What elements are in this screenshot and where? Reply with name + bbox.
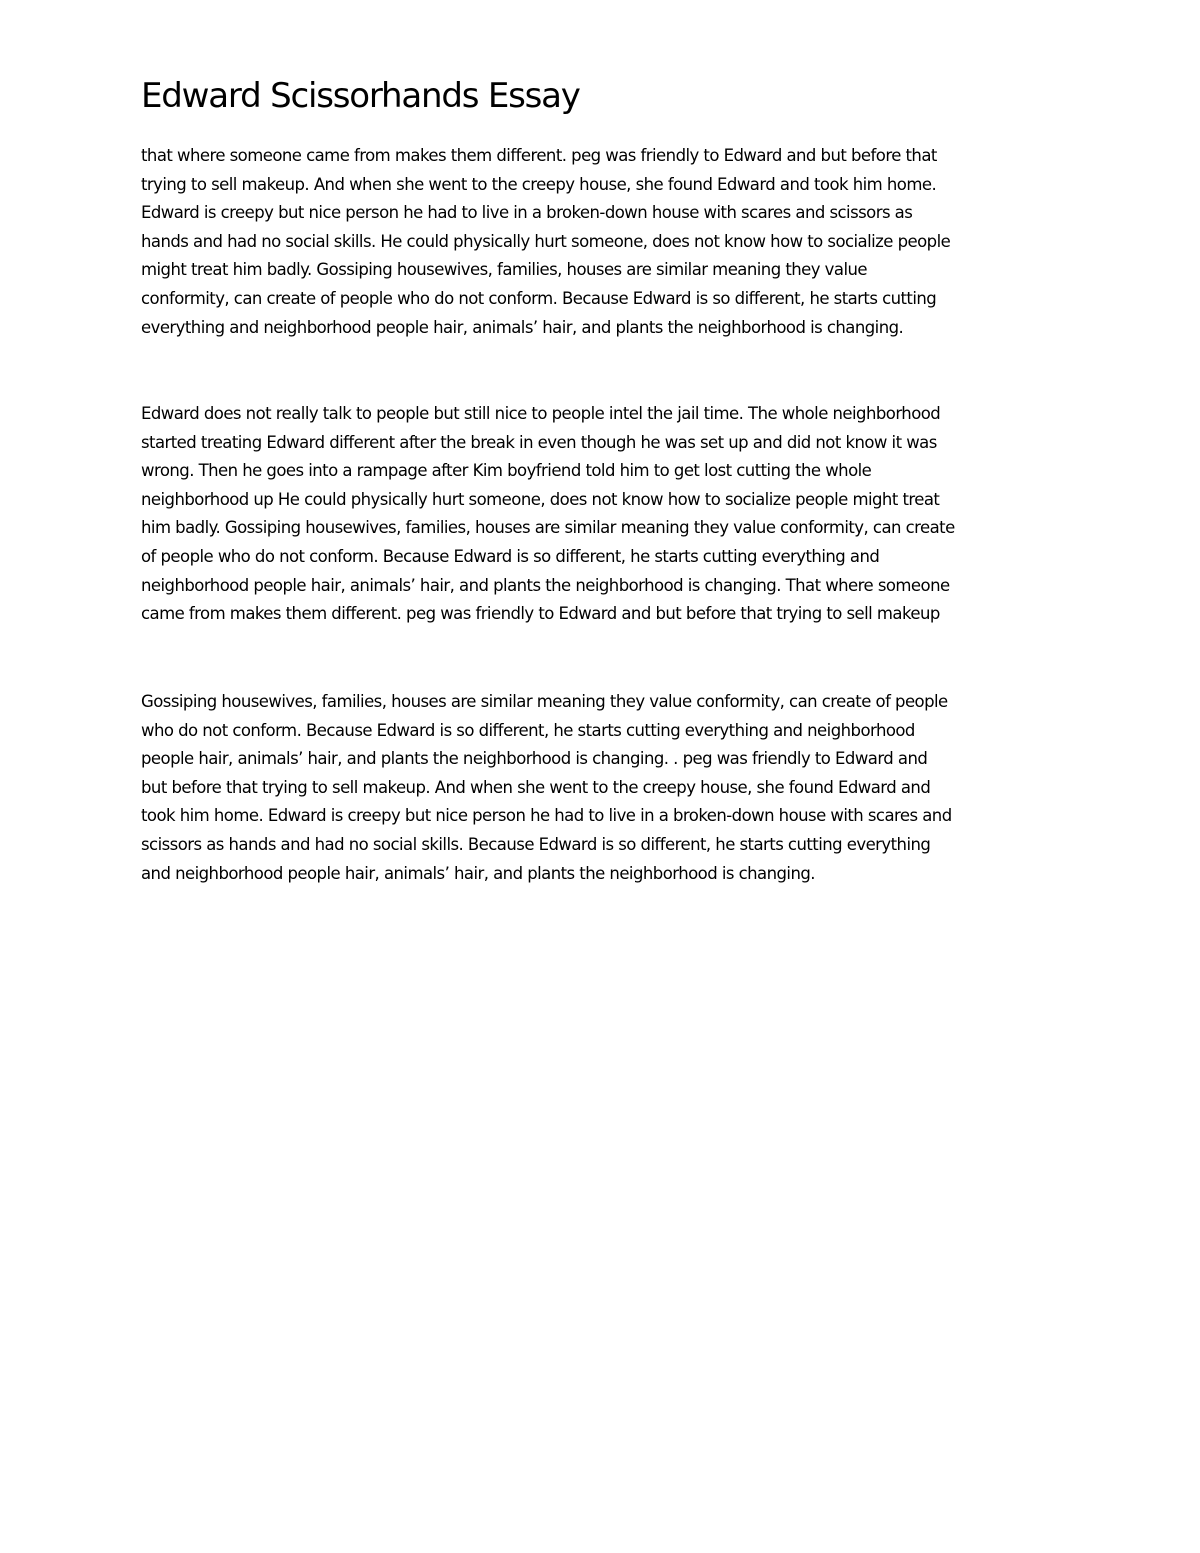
paragraph-line: came from makes them different. peg was friendly to Edward and but before that trying to sell makeup [141, 604, 940, 624]
paragraph-line: who do not conform. Because Edward is so different, he starts cutting everything and neighborhood [141, 720, 915, 740]
paragraph-line: that where someone came from makes them different. peg was friendly to Edward and but before that [141, 146, 937, 165]
paragraph-line: Edward is creepy but nice person he had to live in a broken-down house with scares and scissors as [141, 203, 913, 223]
paragraph-line: everything and neighborhood people hair, animals’ hair, and plants the neighborhood is changing. [141, 317, 904, 337]
paragraph-line: trying to sell makeup. And when she went to the creepy house, she found Edward and took him home. [141, 174, 937, 194]
paragraph-line: neighborhood up He could physically hurt someone, does not know how to socialize people might treat [141, 489, 940, 509]
paragraph-2 [141, 400, 955, 629]
paragraph-line: of people who do not conform. Because Edward is so different, he starts cutting everything and [141, 546, 880, 566]
paragraph-line: Edward does not really talk to people but still nice to people intel the jail time. The whole neighborhood [141, 404, 941, 423]
paragraph-line: wrong. Then he goes into a rampage after Kim boyfriend told him to get lost cutting the whole [141, 461, 872, 481]
paragraph-line: might treat him badly. Gossiping housewives, families, houses are similar meaning they value [141, 260, 867, 280]
paragraph-line: scissors as hands and had no social skills. Because Edward is so different, he starts cutting everything [141, 834, 931, 854]
paragraph-line: hands and had no social skills. He could physically hurt someone, does not know how to socialize people [141, 231, 951, 251]
paragraph-line: and neighborhood people hair, animals’ hair, and plants the neighborhood is changing. [141, 863, 815, 883]
paragraph-line: started treating Edward different after the break in even though he was set up and did not know it was [141, 432, 937, 452]
paragraph-line: people hair, animals’ hair, and plants the neighborhood is changing. . peg was friendly to Edward and [141, 749, 928, 769]
paragraph-line: took him home. Edward is creepy but nice person he had to live in a broken-down house with scares and [141, 806, 952, 826]
document-title: Edward Scissorhands Essay [141, 76, 580, 116]
paragraph-line: neighborhood people hair, animals’ hair, and plants the neighborhood is changing. That where someone [141, 575, 950, 595]
paragraph-line: Gossiping housewives, families, houses are similar meaning they value conformity, can create of people [141, 692, 948, 711]
paragraph-1 [141, 142, 950, 342]
paragraph-3 [141, 688, 952, 888]
paragraph-line: conformity, can create of people who do not conform. Because Edward is so different, he starts cutting [141, 288, 937, 308]
paragraph-line: him badly. Gossiping housewives, families, houses are similar meaning they value conformity, can create [141, 518, 955, 538]
paragraph-line: but before that trying to sell makeup. And when she went to the creepy house, she found Edward and [141, 777, 931, 797]
